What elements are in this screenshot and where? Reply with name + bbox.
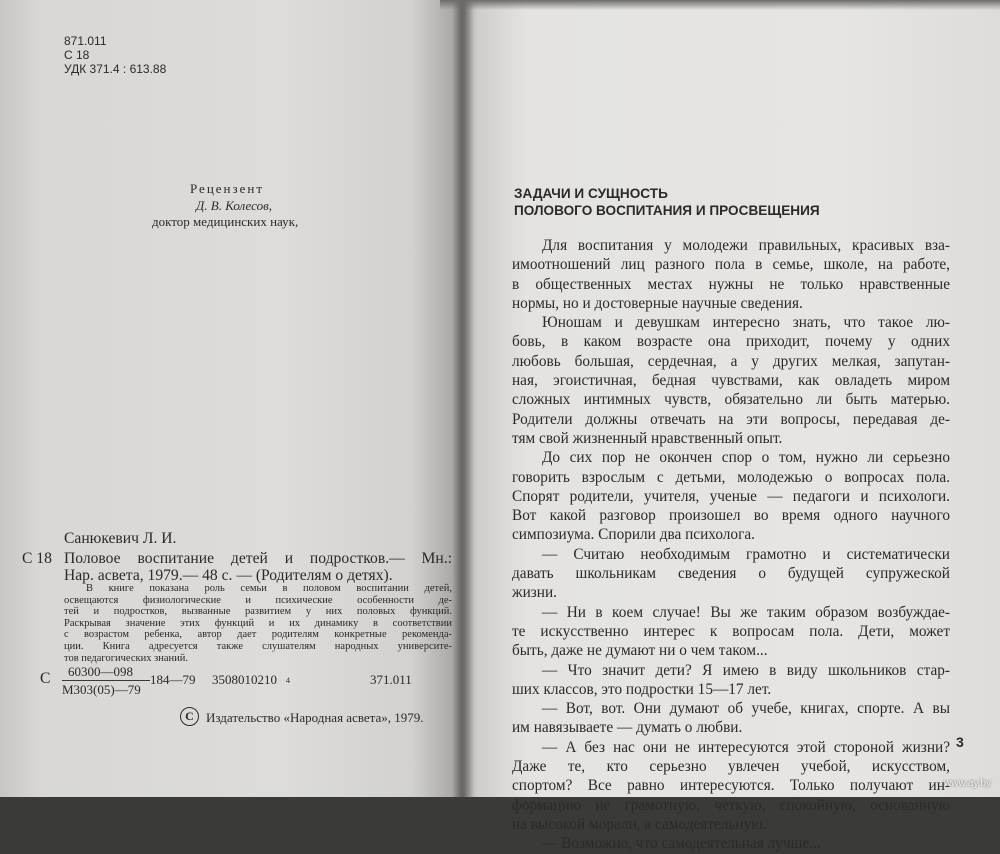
annotation-line: с возрастом ребенка, автор дает родителям конкретные рекоменда- bbox=[64, 629, 452, 641]
formula-udc: 371.011 bbox=[370, 672, 412, 687]
annotation-line: тов педагогических знаний. bbox=[64, 652, 189, 664]
catalog-annotation bbox=[64, 583, 452, 664]
body-line: формацию не грамотную, четкую, спокойную, основанную bbox=[512, 796, 950, 814]
chapter-heading-line1: ЗАДАЧИ И СУЩНОСТЬ bbox=[514, 186, 668, 201]
annotation-line: Раскрывая значение этих функций и их динамику в соответствии bbox=[64, 617, 452, 629]
body-line: симпозиума. Спорили два психолога. bbox=[512, 526, 755, 544]
body-line: Для воспитания у молодежи правильных, красивых вза- bbox=[542, 237, 950, 254]
body-line: — Возможно, что самодеятельная лучше... bbox=[542, 835, 821, 853]
body-line: им навязываете — думать о любви. bbox=[512, 719, 743, 737]
body-line: — Вот, вот. Они думают об учебе, книгах, спорте. А вы bbox=[542, 700, 950, 718]
body-line: нормы, но и достоверные научные сведения. bbox=[512, 294, 803, 312]
body-line: давать школьникам сведения о будущей супружеской bbox=[512, 565, 950, 583]
body-line: жизни. bbox=[512, 584, 557, 602]
watermark: www.ay.by bbox=[944, 778, 992, 789]
body-line: Юношам и девушкам интересно знать, что такое лю- bbox=[542, 314, 950, 332]
chapter-body bbox=[512, 236, 950, 854]
body-line: Родители должны отвечать на эти вопросы, передавая де- bbox=[512, 410, 950, 428]
body-line: те искусственно интерес к вопросам пола. Дети, может bbox=[512, 622, 950, 640]
body-line: тям свой жизненный нравственный опыт. bbox=[512, 429, 783, 447]
catalog-title-line2: Нар. асвета, 1979.— 48 с. — (Родителям о детях). bbox=[64, 567, 393, 584]
body-line: на высокой морали, а самодеятельную. bbox=[512, 815, 767, 833]
catalog-title-line1: Половое воспитание детей и подростков.— Мн.: bbox=[64, 550, 452, 567]
reviewer-title: доктор медицинских наук, bbox=[152, 214, 299, 229]
body-line: — А без нас они не интересуются этой стороной жизни? bbox=[542, 738, 950, 756]
body-line: бовь, в каком возрасте она приходит, почему у одних bbox=[512, 333, 950, 351]
formula-code: 184—79 bbox=[150, 672, 196, 687]
body-line: спортом? Все равно интересуются. Только получают ин- bbox=[512, 777, 950, 795]
body-line: — Считаю необходимым грамотно и систематически bbox=[542, 545, 950, 563]
body-line: ная, эгоистичная, бедная чувствами, как овладеть миром bbox=[512, 372, 950, 390]
body-line: в общественных местах нужны не только нравственные bbox=[512, 275, 950, 293]
formula-number: 3508010210 bbox=[212, 672, 277, 687]
body-line: Спорят родители, учителя, ученые — педагоги и психологи. bbox=[512, 487, 950, 505]
body-line: Вот какой разговор произошел во время одного научного bbox=[512, 507, 950, 525]
classification-index: С 18 bbox=[64, 48, 90, 62]
body-line: сложных интимных чувств, обязательно ли быть матерью. bbox=[512, 391, 950, 409]
body-line: — Ни в коем случае! Вы же таким образом возбуждае- bbox=[542, 603, 950, 621]
body-line: — Что значит дети? Я имею в виду школьников стар- bbox=[542, 661, 950, 679]
book-gutter bbox=[452, 0, 474, 797]
annotation-line: ции. Книга адресуется также слушателям народных университе- bbox=[64, 640, 452, 652]
body-line: любовь большая, сердечная, а у других мелкая, запутан- bbox=[512, 352, 950, 370]
annotation-line: тей и подростков, вызванные развитием у них половых функций. bbox=[64, 606, 452, 618]
page-top-edge bbox=[440, 0, 1000, 10]
page-number: 3 bbox=[956, 734, 964, 750]
formula-fraction-line bbox=[62, 680, 150, 681]
body-line: ших классов, это подростки 15—17 лет. bbox=[512, 680, 772, 698]
catalog-author: Санюкевич Л. И. bbox=[64, 530, 177, 547]
formula-prefix: С bbox=[40, 670, 51, 687]
body-line: До сих пор не окончен спор о том, нужно ли серьезно bbox=[542, 449, 950, 467]
body-line: быть, даже не думают ни о чем таком... bbox=[512, 642, 768, 660]
chapter-heading-line2: ПОЛОВОГО ВОСПИТАНИЯ И ПРОСВЕЩЕНИЯ bbox=[514, 203, 820, 218]
copyright-text: Издательство «Народная асвета», 1979. bbox=[206, 710, 424, 725]
formula-numerator: 60300—098 bbox=[68, 664, 133, 679]
body-line: говорить взрослым с детьми, молодежью о вопросах пола. bbox=[512, 468, 950, 486]
formula-mark: 4 bbox=[286, 676, 290, 685]
body-line: Даже те, кто серьезно увлечен учебой, искусством, bbox=[512, 758, 950, 776]
copyright-icon: C bbox=[180, 707, 199, 726]
annotation-line: освещаются физиологические и психические особенности де- bbox=[64, 594, 452, 606]
classification-code: 871.011 bbox=[64, 34, 107, 48]
udc-code: УДК 371.4 : 613.88 bbox=[64, 62, 167, 76]
body-line: имоотношений лиц разного пола в семье, школе, на работе, bbox=[512, 256, 950, 274]
formula-denominator: М303(05)—79 bbox=[62, 682, 141, 697]
catalog-code: С 18 bbox=[22, 550, 52, 567]
annotation-line: В книге показана роль семьи в половом воспитании детей, bbox=[86, 583, 452, 594]
reviewer-name: Д. В. Колесов, bbox=[196, 198, 272, 213]
reviewer-label: Рецензент bbox=[190, 181, 265, 196]
